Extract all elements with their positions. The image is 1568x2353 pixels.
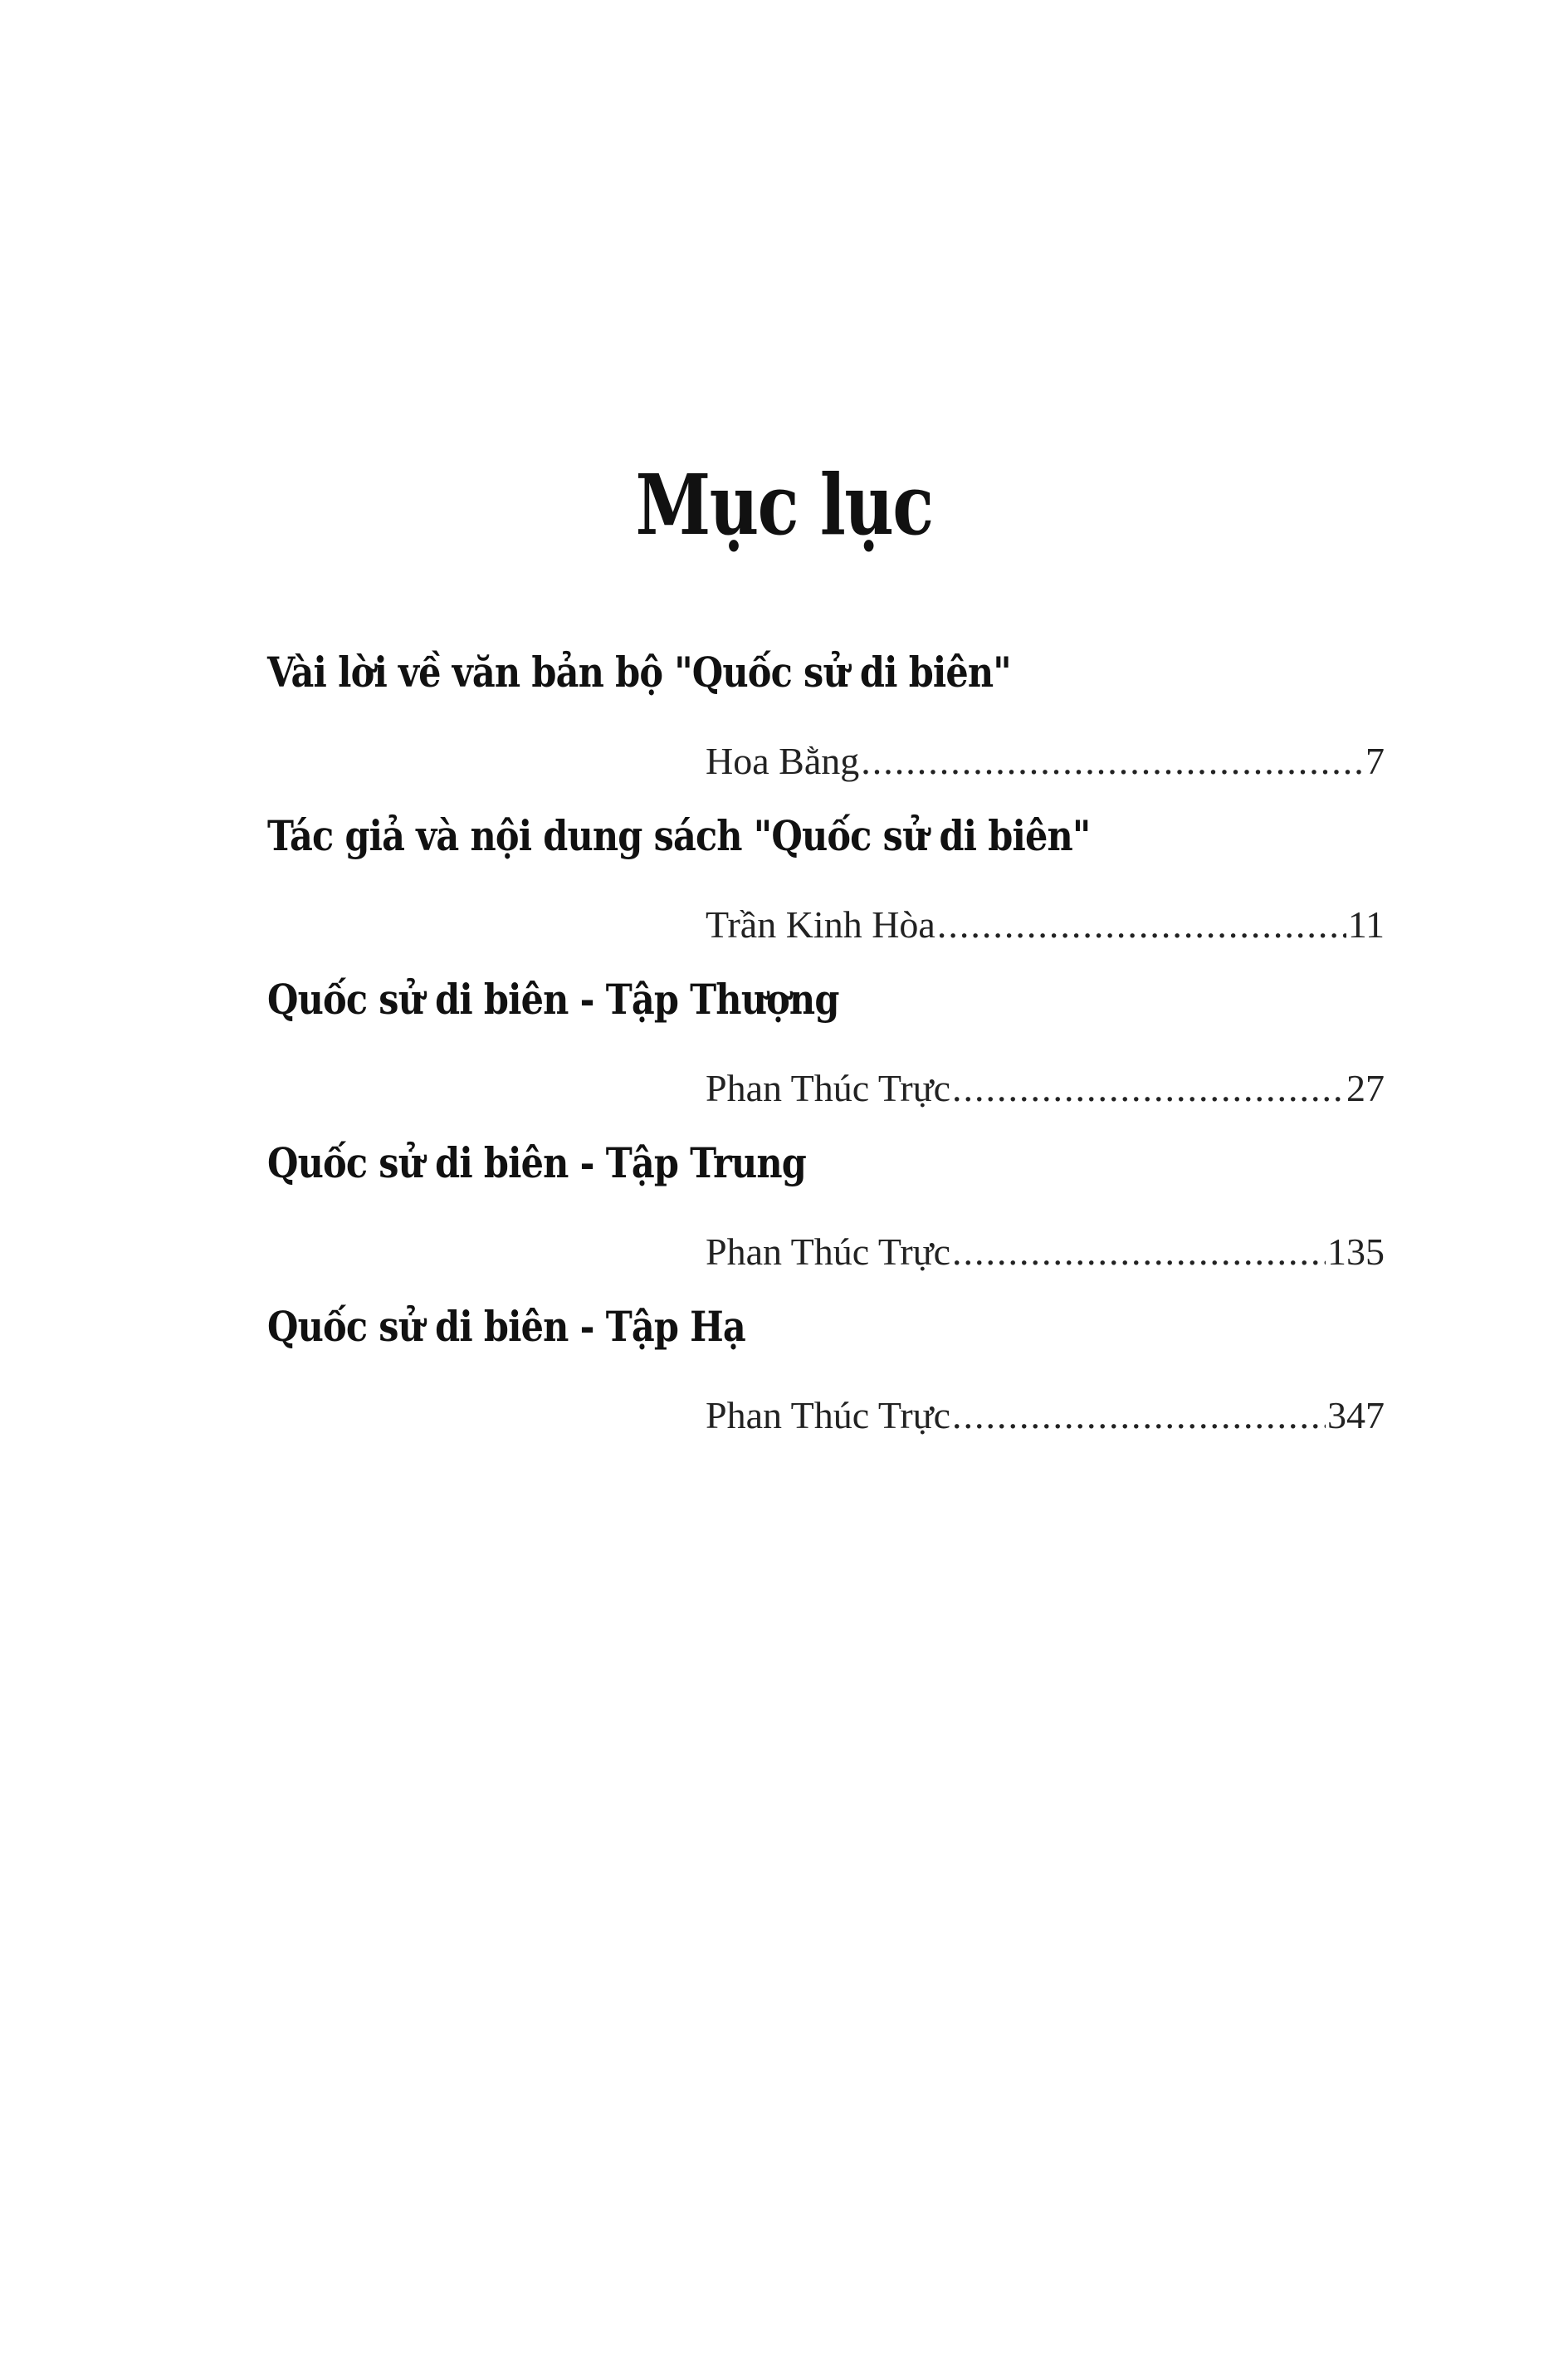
- toc-page-number: 11: [1347, 903, 1385, 946]
- toc-page-number: 7: [1365, 740, 1385, 782]
- toc-page-number: 135: [1327, 1230, 1385, 1273]
- toc-page-number: 27: [1346, 1067, 1385, 1109]
- toc-entry: [267, 966, 1385, 1130]
- page-title: Mục lục: [635, 456, 933, 554]
- toc-author: Phan Thúc Trực: [706, 1230, 951, 1273]
- toc-line[interactable]: [706, 1059, 1385, 1118]
- dot-leader: [937, 896, 1346, 954]
- toc-line[interactable]: [706, 1223, 1385, 1281]
- toc-author: Phan Thúc Trực: [706, 1394, 951, 1436]
- toc-author: Phan Thúc Trực: [706, 1067, 951, 1109]
- toc-entry: [267, 803, 1385, 966]
- toc-heading: Tác giả và nội dung sách "Quốc sử di biên": [267, 811, 1091, 860]
- table-of-contents: [267, 639, 1385, 1457]
- toc-line[interactable]: [706, 1387, 1385, 1445]
- toc-entry: [267, 1130, 1385, 1294]
- toc-heading: Quốc sử di biên - Tập Hạ: [267, 1302, 745, 1351]
- dot-leader: [861, 732, 1364, 790]
- toc-heading: Vài lời về văn bản bộ "Quốc sử di biên": [267, 648, 1011, 697]
- toc-entry: [267, 1294, 1385, 1457]
- toc-line[interactable]: [706, 732, 1385, 790]
- toc-entry: [267, 639, 1385, 803]
- dot-leader: [952, 1059, 1345, 1118]
- dot-leader: [952, 1387, 1326, 1445]
- toc-page-number: 347: [1327, 1394, 1385, 1436]
- toc-heading: Quốc sử di biên - Tập Trung: [267, 1138, 806, 1187]
- toc-author: Hoa Bằng: [706, 740, 860, 782]
- toc-line[interactable]: [706, 896, 1385, 954]
- dot-leader: [952, 1223, 1326, 1281]
- toc-author: Trần Kinh Hòa: [706, 903, 935, 946]
- toc-heading: Quốc sử di biên - Tập Thượng: [267, 975, 839, 1024]
